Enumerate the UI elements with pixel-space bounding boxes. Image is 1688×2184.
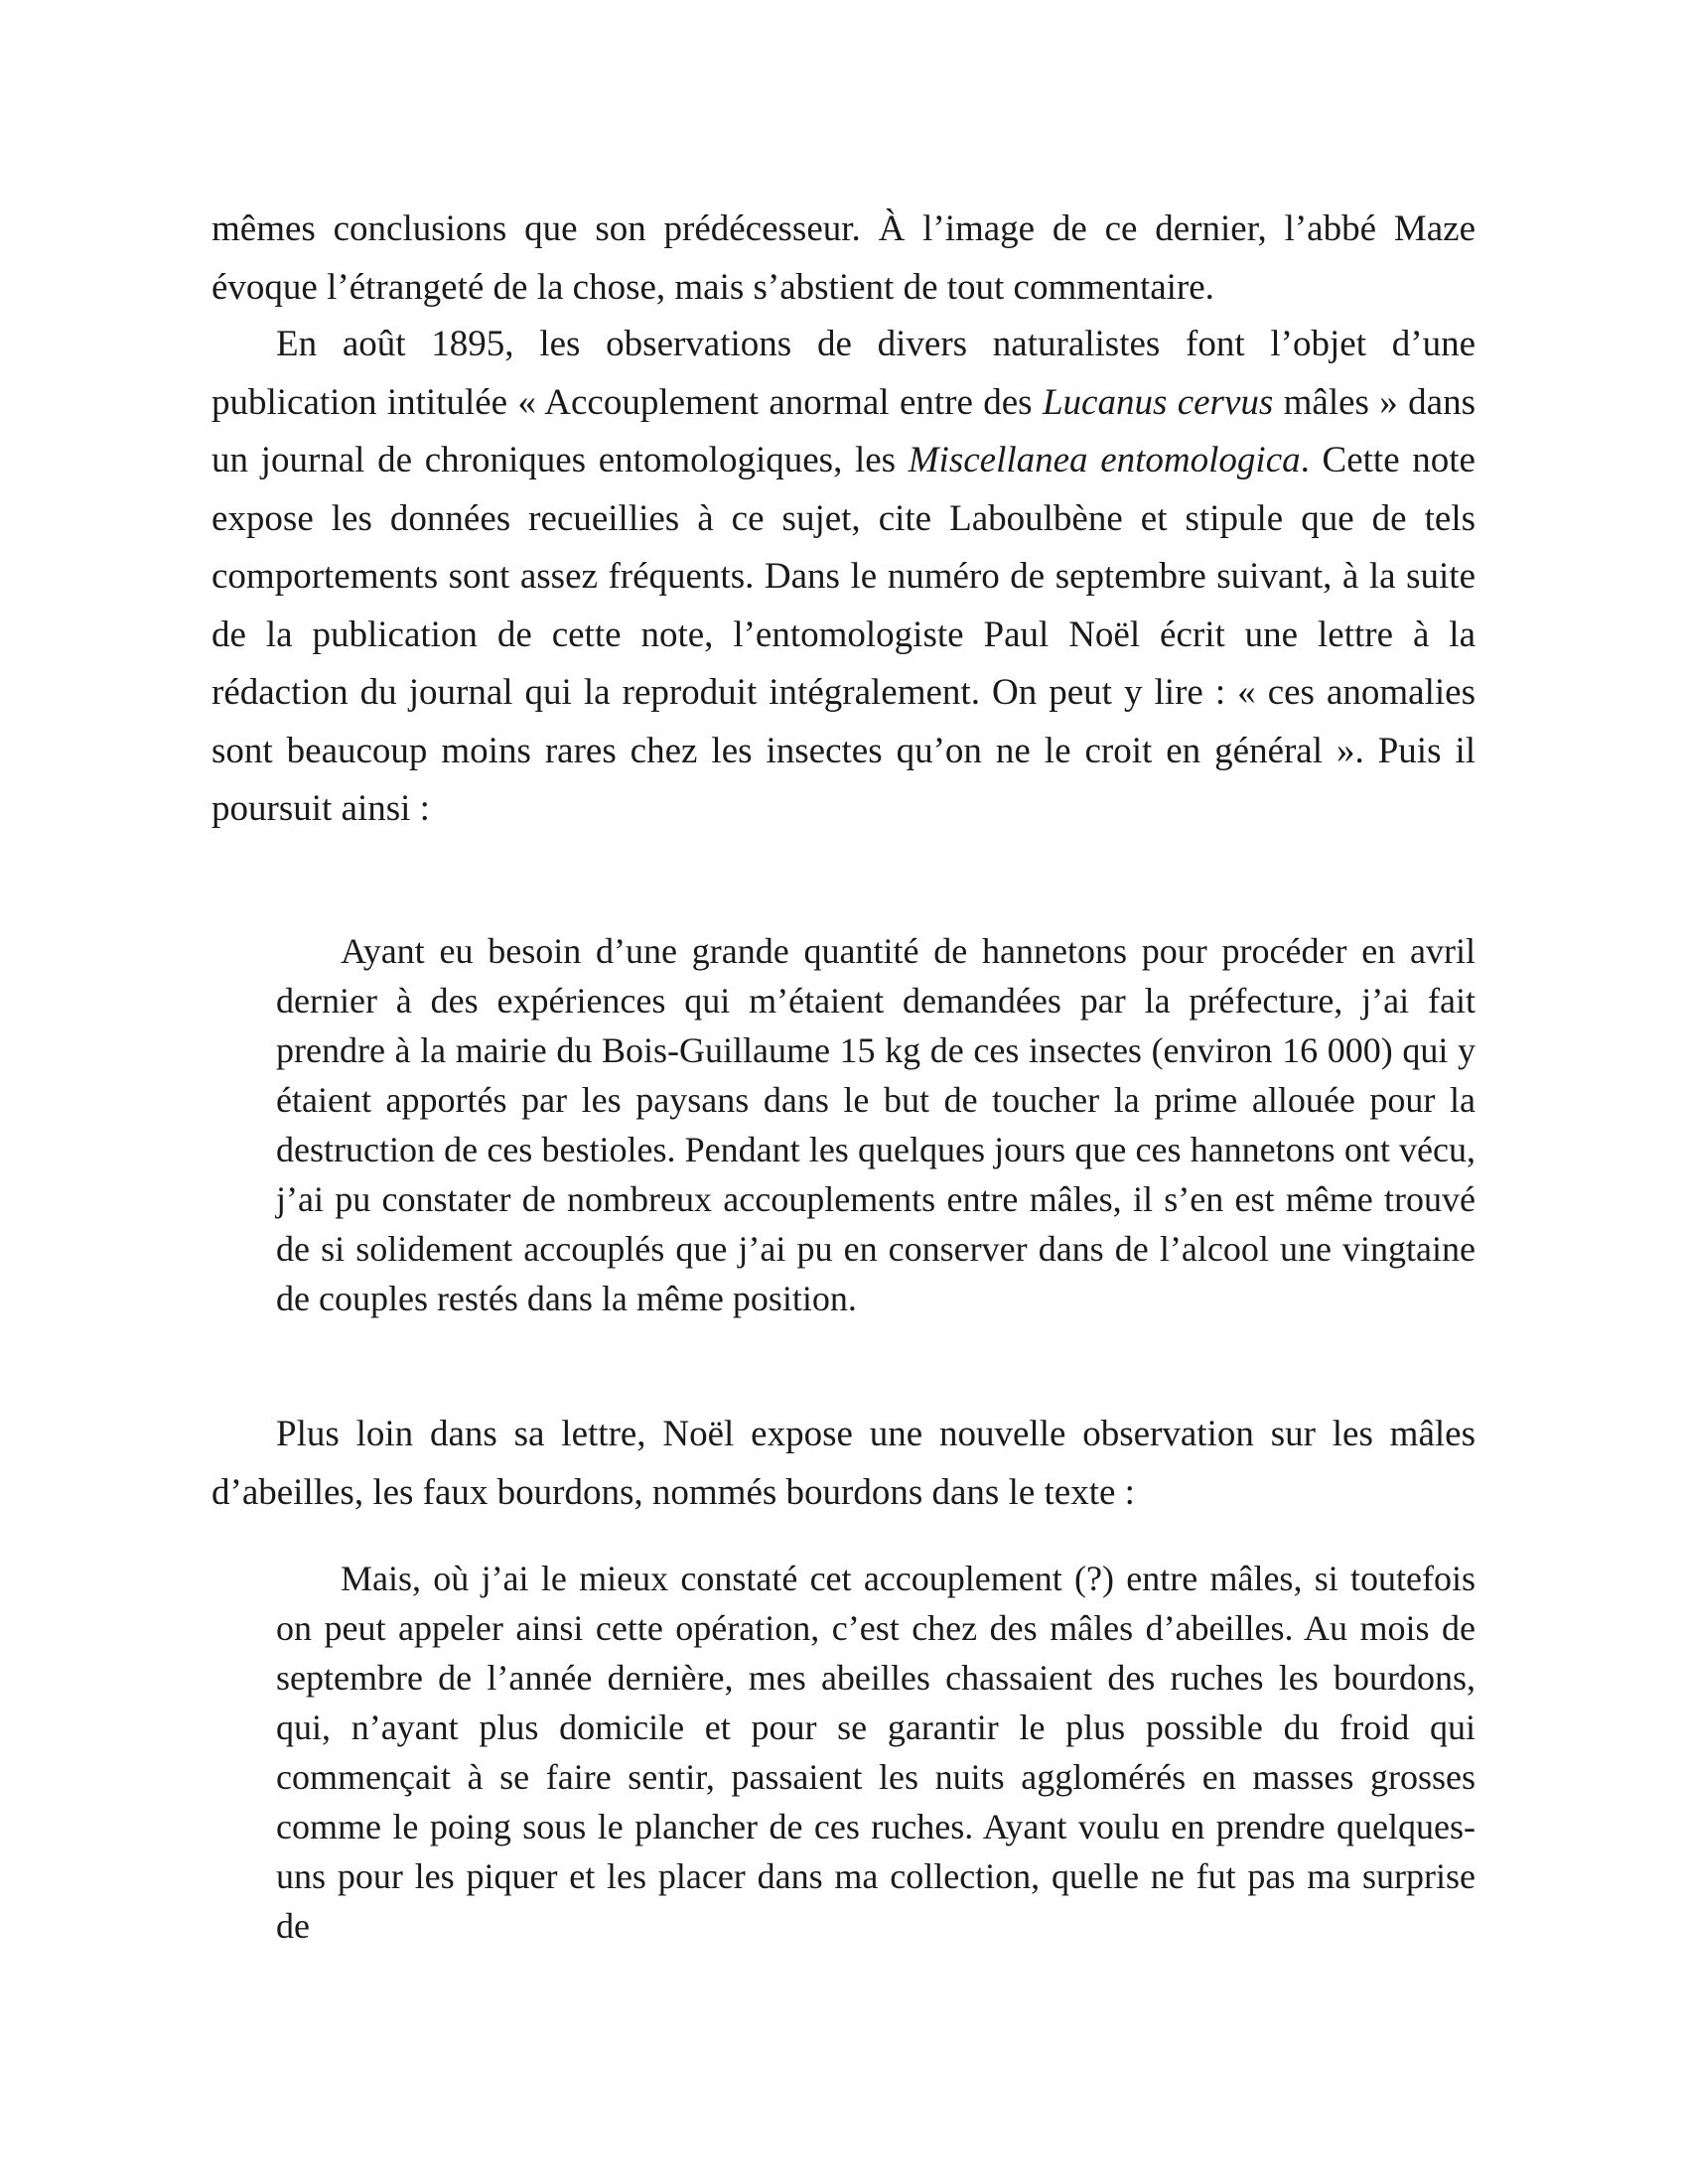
quote-1-text: Ayant eu besoin d’une grande quantité de hannetons pour procéder en avril dernier à des expériences qui m’étaient demandées par la préfecture, j’ai fait prendre à la mairie du Bois-Guillaume 15 kg de ces insectes (environ 16 000) qui y étaient apportés par les paysans dans le but de toucher la prime allouée pour la destruction de ces bestioles. Pendant les quelques jours que ces hannetons ont vécu, j’ai pu constater de nombreux accouplements entre mâles, il s’en est même trouvé de si solidement accouplés que j’ai pu en conserver dans de l’alcool une vingtaine de couples restés dans la même position. — [276, 931, 1476, 1318]
quote-2-text: Mais, où j’ai le mieux constaté cet accouplement (?) entre mâles, si toutefois on peut appeler ainsi cette opération, c’est chez des mâles d’abeilles. Au mois de septembre de l’année dernière, mes abeilles chassaient des ruches les bourdons, qui, n’ayant plus domicile et pour se garantir le plus possible du froid qui commençait à se faire sentir, passaient les nuits agglomérés en masses grosses comme le poing sous le plancher de ces ruches. Ayant voulu en prendre quelques-uns pour les piquer et les placer dans ma collection, quelle ne fut pas ma surprise de — [276, 1559, 1476, 1946]
paragraph-continued — [211, 201, 1476, 317]
paragraph-2-text-a: En août 1895, les observations de divers naturalistes font l’objet d’une publication intitulée « Accouplement anormal entre des — [211, 324, 1476, 423]
paragraph-3-block — [211, 1406, 1476, 1522]
block-quote-2 — [276, 1554, 1476, 1951]
journal-title-italic: Miscellanea entomologica — [908, 440, 1301, 480]
paragraph-2-text-c: . Cette note expose les données recueillies à ce sujet, cite Laboulbène et stipule que de tels comportements sont assez fréquents. Dans le numéro de septembre suivant, à la suite de la publication de cette note, l’entomologiste Paul Noël écrit une lettre à la rédaction du journal qui la reproduit intégralement. On peut y lire : « ces anomalies sont beaucoup moins rares chez les insectes qu’on ne le croit en général ». Puis il poursuit ainsi : — [211, 440, 1476, 829]
block-quote-1 — [276, 926, 1476, 1323]
paragraph-1: mêmes conclusions que son prédécesseur. À l’image de ce dernier, l’abbé Maze évoque l’étrangeté de la chose, mais s’abstient de tout commentaire. — [211, 208, 1476, 308]
paragraph-2 — [211, 316, 1476, 839]
paragraph-3: Plus loin dans sa lettre, Noël expose une nouvelle observation sur les mâles d’abeilles, les faux bourdons, nommés bourdons dans le texte : — [211, 1414, 1476, 1513]
species-name-italic: Lucanus cervus — [1042, 381, 1274, 423]
paragraph-2-block — [211, 316, 1476, 839]
paragraph-2-text-b: mâles » dans un journal de chroniques entomologiques, les — [211, 381, 1476, 480]
